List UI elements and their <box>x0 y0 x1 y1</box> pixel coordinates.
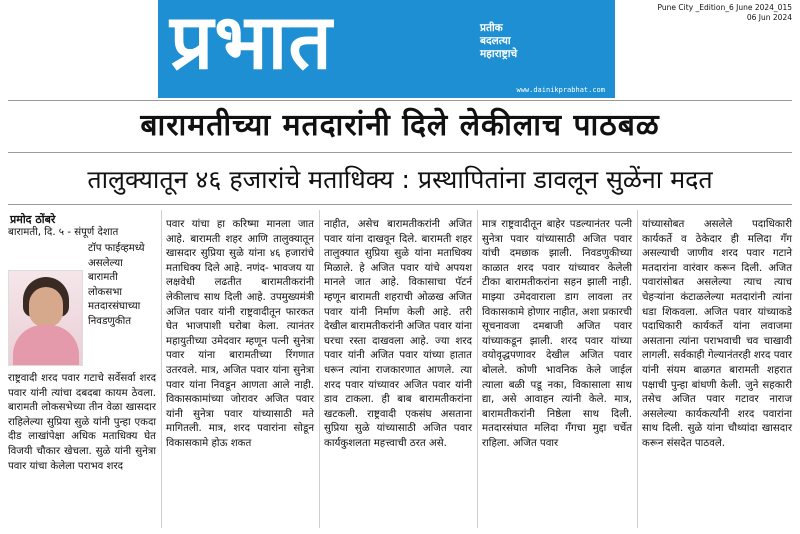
subheadline: तालुक्यातून ४६ हजारांचे मताधिक्य : प्रस्थापितांना डावलून सुळेंना मदत <box>87 165 713 194</box>
column-divider <box>161 210 162 528</box>
article-column-1: राष्ट्रवादी शरद पवार गटाचे सर्वेसर्वा शरद पवार यांनी त्यांचा दबदबा कायम ठेवला. बारामती लोकसभेच्या तीन वेळा खासदार राहिलेल्या सुप्रिया सुळे यांनी पुन्हा एकदा दीड लाखांपेक्षा अधिक मताधिक्य घेत विजयी चौकार खेचला. सुळे यांनी सुनेत्रा पवार यांचा केलेला पराभव शरद <box>8 373 156 472</box>
column-divider <box>637 210 638 528</box>
divider <box>8 204 792 205</box>
article-column-5: यांच्यासोबत असलेले पदाधिकारी कार्यकर्ते व ठेकेदार ही मलिदा गँग असल्याची जाणीव शरद पवार गटाने मतदारांना वारंवार करून दिली. अजित पवारांसोबत असलेल्या त्याच त्याच चेहऱ्यांना कंटाळलेल्या मतदारांनी त्यांना धडा शिकवला. अजित पवार यांच्याकडे पदाधिकारी कार्यकर्ते यांना लवाजमा असताना त्यांना पराभवाची चव चाखावी लागली. सर्वकाही गेल्यानंतरही शरद पवार यांनी संयम बाळगत बारामती शहरात पक्षाची पुन्हा बांधणी केली. जुने सहकारी तसेच अजित पवार गटावर नाराज असलेल्या कार्यकर्त्यांनी शरद पवारांना साथ दिली. सुळे यांना चौथ्यांदा खासदार करून संसदेत पाठवले. <box>642 219 792 449</box>
article-column-2: पवार यांचा हा करिष्मा मानला जात आहे. बारामती शहर आणि तालुक्यातून खासदार सुप्रिया सुळे यांना ४६ हजारांचे मताधिक्य दिले आहे. नणंद- भावजय या लक्षवेधी लढतीत बारामतीकरांनी लेकीलाच साथ दिली आहे. उपमुख्यमंत्री अजित पवार यांनी राष्ट्रवादीतून फारकत घेत भाजपाशी घरोबा केला. त्यानंतर महायुतीच्या उमेदवार म्हणून पत्नी सुनेत्रा पवार यांना बारामतीच्या रिंगणात उतरवले. मात्र, अजित पवार यांना सुनेत्रा पवार यांना निवडून आणता आले नाही. विकासकामांच्या जोरावर अजित पवार यांनी सुनेत्रा पवार यांच्यासाठी मते मागितली. मात्र, शरद पवारांना सोडून विकासकामे होऊ शकत <box>166 219 314 449</box>
edition-date: 06 Jun 2024 <box>746 13 792 22</box>
masthead-tagline: प्रतीक बदलत्या महाराष्ट्राचे <box>480 22 518 60</box>
masthead <box>158 0 615 98</box>
article-intro: टॉप फाईव्हमध्ये असलेल्या बारामती लोकसभा मतदारसंघाच्या निवडणुकीत <box>88 243 145 327</box>
dateline: बारामती, दि. ५ - संपूर्ण देशात <box>8 227 119 238</box>
headline: बारामतीच्या मतदारांनी दिले लेकीलाच पाठबळ <box>140 108 660 143</box>
website-url: www.dainikprabhat.com <box>516 86 605 94</box>
edition-info <box>658 3 792 23</box>
author-photo <box>8 270 83 366</box>
column-divider <box>319 210 320 528</box>
article-column-3: नाहीत, असेच बारामतीकरांनी अजित पवार यांना दाखवून दिले. बारामती शहर तालुक्यात सुप्रिया सुळे यांना मताधिक्य मिळाले. हे अजित पवार यांचे अपयश मानले जात आहे. विकासाचा पॅटर्न म्हणून बारामती शहराची ओळख अजित पवार यांनी निर्माण केली आहे. तरी देखील बारामतीकरांनी अजित पवार यांना घरचा रस्ता दाखवला आहे. ज्या शरद पवार यांनी अजित पवार यांच्या हातात धरून त्यांना राजकारणात आणले. त्या शरद पवार यांच्यावर अजित पवार यांनी डाव टाकला. ही बाब बारामतीकरांना खटकली. राष्ट्रवादी एकसंघ असताना सुप्रिया सुळे यांच्यासाठी अजित पवार कार्यकुशलता महत्त्वाची ठरत असे. <box>324 219 472 449</box>
article-column-4: मात्र राष्ट्रवादीतून बाहेर पडल्यानंतर पत्नी सुनेत्रा पवार यांच्यासाठी अजित पवार यांची दमछाक झाली. निवडणुकीच्या काळात शरद पवार यांच्यावर केलेली टीका बारामतीकरांना सहन झाली नाही. माझ्या उमेदवाराला डाग लावला तर विकासकामे होणार नाहीत, अशा प्रकारची सूचनावजा दमबाजी अजित पवार यांच्याकडून झाली. शरद पवार यांच्या वयोवृद्धपणावर देखील अजित पवार बोलले. कोणी भावनिक केले जाईल त्याला बळी पडू नका, विकासाला साथ द्या, असे आवाहन त्यांनी केले. मात्र, बारामतीकरांनी निष्ठेला साथ दिली. मतदारसंघात मलिदा गँगचा मुद्दा चर्चेत राहिला. अजित पवार <box>482 219 632 449</box>
edition-name: Pune City _Edition_6 June 2024_015 <box>657 3 792 12</box>
divider <box>8 152 792 153</box>
column-divider <box>477 210 478 528</box>
newspaper-logo: प्रभात <box>170 0 333 86</box>
byline: प्रमोद ठोंबरे <box>10 213 56 226</box>
divider <box>8 100 792 101</box>
